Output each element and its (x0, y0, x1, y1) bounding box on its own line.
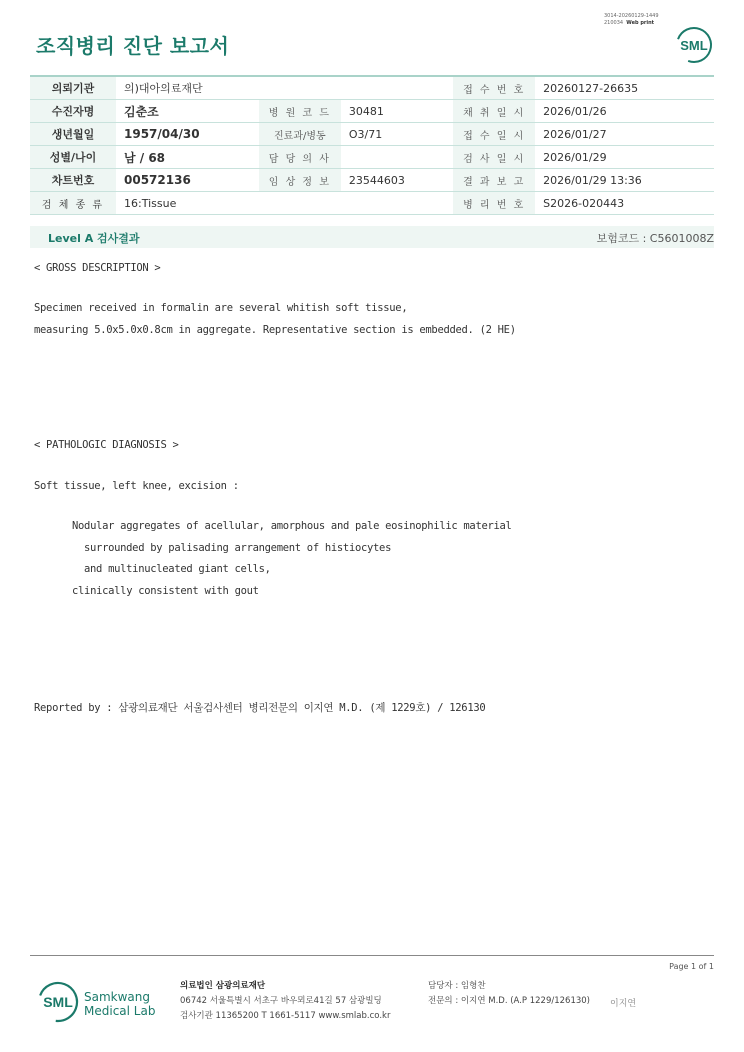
info-row (30, 123, 714, 146)
specimen-label: 검 체 종 류 (30, 192, 116, 215)
footer-specialist: 전문의 : 이지연 M.D. (A.P 1229/126130) (428, 996, 590, 1006)
footer-address: 06742 서울특별시 서초구 바우뫼로41길 57 삼광빌딩 (180, 996, 382, 1006)
report-date-label: 결 과 보 고 (453, 169, 535, 192)
sml-logo-icon (674, 25, 714, 65)
receipt-no-value: 20260127-26635 (535, 76, 714, 100)
print-code-line1: 3014-20260129-1449 (604, 13, 659, 19)
chart-label: 차트번호 (30, 169, 116, 192)
gross-line: measuring 5.0x5.0x0.8cm in aggregate. Representative section is embedded. (2 HE) (34, 324, 516, 336)
footer-manager: 담당자 : 임형찬 (428, 981, 486, 991)
reported-by: Reported by : 삼광의료재단 서울검사센터 병리전문의 이지연 M.D. (제 1229호) / 126130 (34, 702, 486, 714)
footer-staff-block (428, 979, 590, 1009)
path-no-label: 병 리 번 호 (453, 192, 535, 215)
footer-org: 의료법인 삼광의료재단 (180, 981, 266, 991)
diagnosis-header: < PATHOLOGIC DIAGNOSIS > (34, 439, 179, 451)
logo-text: SML (680, 38, 708, 53)
diagnosis-line: clinically consistent with gout (72, 585, 259, 597)
receipt-date-value: 2026/01/27 (535, 123, 714, 146)
print-code (604, 13, 684, 27)
brand-line1: Samkwang (84, 990, 150, 1004)
doctor-value (341, 146, 453, 169)
footer-contact: 검사기관 11365200 T 1661-5117 www.smlab.co.kr (180, 1011, 391, 1021)
footer-divider (30, 955, 714, 956)
diagnosis-line: surrounded by palisading arrangement of histiocytes (84, 542, 392, 554)
level-label: Level A 검사결과 (48, 232, 140, 245)
sex-value: 남 / 68 (116, 146, 259, 169)
info-row (30, 146, 714, 169)
insurance-code: 보험코드 : C5601008Z (596, 232, 714, 245)
path-no-value: S2026-020443 (535, 192, 714, 215)
dept-label: 진료과/병동 (259, 123, 341, 146)
info-row (30, 76, 714, 100)
page-number: Page 1 of 1 (669, 962, 714, 971)
signature: 이지연 (610, 999, 637, 1009)
dob-value: 1957/04/30 (116, 123, 259, 146)
patient-label: 수진자명 (30, 100, 116, 123)
gross-header: < GROSS DESCRIPTION > (34, 262, 161, 274)
brand-line2: Medical Lab (84, 1004, 156, 1018)
client-value: 의)대아의료재단 (116, 76, 453, 100)
chart-value: 00572136 (116, 169, 259, 192)
footer-org-block (180, 979, 390, 1024)
info-row (30, 100, 714, 123)
footer-sml-logo-icon (36, 980, 80, 1024)
report-date-value: 2026/01/29 13:36 (535, 169, 714, 192)
info-row (30, 192, 714, 215)
web-print-label: Web print (626, 20, 655, 26)
doctor-label: 담 당 의 사 (259, 146, 341, 169)
footer-logo-text: SML (43, 994, 73, 1010)
gross-line: Specimen received in formalin are several whitish soft tissue, (34, 302, 408, 314)
collect-date-value: 2026/01/26 (535, 100, 714, 123)
collect-date-label: 채 취 일 시 (453, 100, 535, 123)
diagnosis-site: Soft tissue, left knee, excision : (34, 480, 239, 492)
exam-date-label: 검 사 일 시 (453, 146, 535, 169)
client-label: 의뢰기관 (30, 76, 116, 100)
exam-date-value: 2026/01/29 (535, 146, 714, 169)
diagnosis-line: Nodular aggregates of acellular, amorphous and pale eosinophilic material (72, 520, 512, 532)
dob-label: 생년월일 (30, 123, 116, 146)
clinical-value: 23544603 (341, 169, 453, 192)
info-row (30, 169, 714, 192)
report-title: 조직병리 진단 보고서 (36, 34, 230, 58)
clinical-label: 임 상 정 보 (259, 169, 341, 192)
dept-value: O3/71 (341, 123, 453, 146)
sex-label: 성별/나이 (30, 146, 116, 169)
print-code-line2: 210034 (604, 20, 624, 26)
receipt-no-label: 접 수 번 호 (453, 76, 535, 100)
receipt-date-label: 접 수 일 시 (453, 123, 535, 146)
diagnosis-line: and multinucleated giant cells, (84, 563, 271, 575)
footer-brand (84, 990, 155, 1018)
specimen-value: 16:Tissue (116, 192, 453, 215)
hospital-code-value: 30481 (341, 100, 453, 123)
patient-info-table (30, 75, 714, 215)
patient-value: 김춘조 (116, 100, 259, 123)
hospital-code-label: 병 원 코 드 (259, 100, 341, 123)
